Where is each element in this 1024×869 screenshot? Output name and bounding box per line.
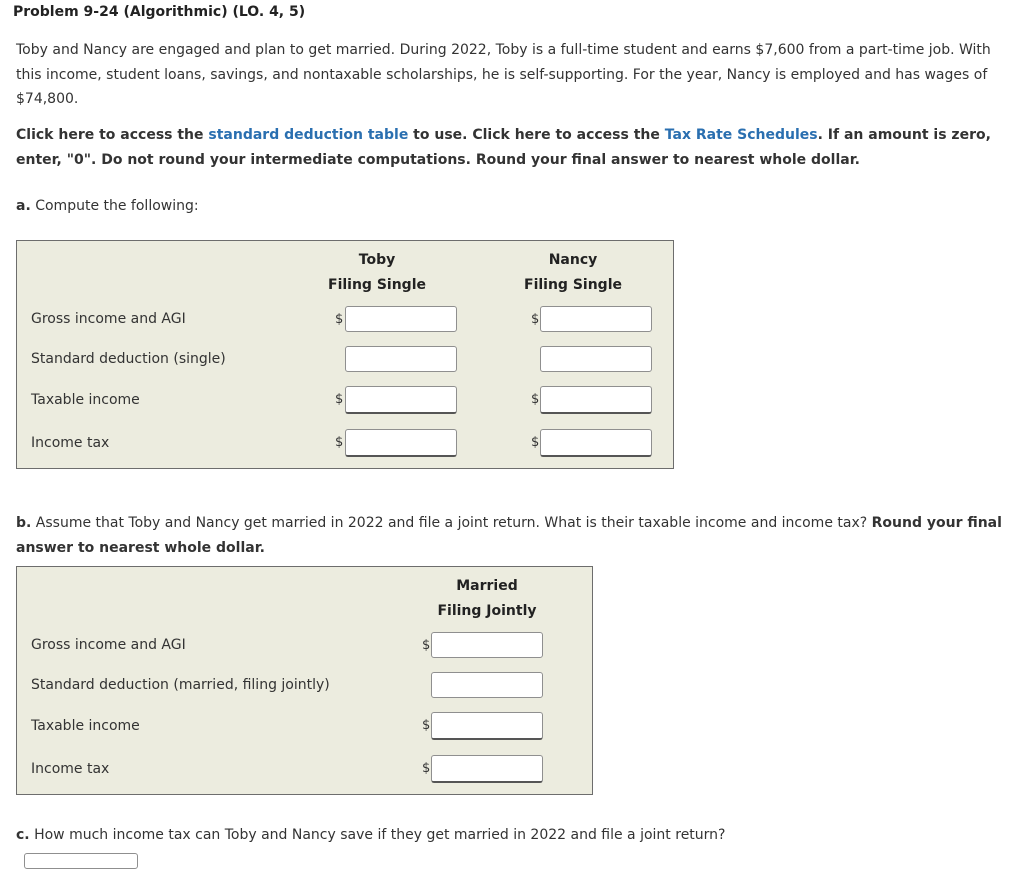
- part-c-text: How much income tax can Toby and Nancy save if they get married in 2022 and file a joint return?: [34, 827, 726, 843]
- instructions: [16, 123, 1006, 173]
- part-a-prompt: [16, 198, 199, 214]
- joint-gross-income-input[interactable]: [431, 632, 543, 658]
- nancy-header-line2: Filing Single: [524, 277, 622, 293]
- dollar-sign: $: [531, 392, 540, 407]
- row-label-standard-deduction: Standard deduction (single): [31, 351, 226, 367]
- part-a-text: Compute the following:: [35, 198, 199, 214]
- joint-standard-deduction-input[interactable]: [431, 672, 543, 698]
- toby-column-header: [307, 248, 447, 298]
- instructions-text-3: . If an amount is zero, enter, "0". Do not round your intermediate computations. Round your final answer to nearest whole dollar.: [16, 127, 991, 168]
- row-label-gross-income: Gross income and AGI: [31, 311, 186, 327]
- toby-taxable-income-input[interactable]: [345, 386, 457, 414]
- joint-income-tax-input[interactable]: [431, 755, 543, 783]
- row-label-taxable-income: Taxable income: [31, 718, 140, 734]
- nancy-column-header: [503, 248, 643, 298]
- married-header-line1: Married: [456, 578, 518, 594]
- row-label-income-tax: Income tax: [31, 435, 110, 451]
- toby-gross-income-input[interactable]: [345, 306, 457, 332]
- row-label-taxable-income: Taxable income: [31, 392, 140, 408]
- part-b-table: [16, 566, 593, 795]
- row-label-gross-income: Gross income and AGI: [31, 637, 186, 653]
- toby-income-tax-input[interactable]: [345, 429, 457, 457]
- tax-rate-schedules-link[interactable]: Tax Rate Schedules: [664, 127, 818, 143]
- toby-standard-deduction-input[interactable]: [345, 346, 457, 372]
- dollar-sign: $: [531, 312, 540, 327]
- dollar-sign: $: [531, 435, 540, 450]
- standard-deduction-table-link[interactable]: standard deduction table: [208, 127, 409, 143]
- instructions-text-2: to use. Click here to access the: [408, 127, 665, 143]
- dollar-sign: $: [422, 761, 431, 776]
- toby-header-line1: Toby: [358, 252, 396, 268]
- part-c-label: c.: [16, 827, 30, 843]
- part-b-bold-text: Round your final answer to nearest whole dollar.: [16, 515, 1002, 556]
- nancy-income-tax-input[interactable]: [540, 429, 652, 457]
- dollar-sign: $: [335, 392, 344, 407]
- toby-header-line2: Filing Single: [328, 277, 426, 293]
- nancy-taxable-income-input[interactable]: [540, 386, 652, 414]
- nancy-standard-deduction-input[interactable]: [540, 346, 652, 372]
- dollar-sign: $: [335, 435, 344, 450]
- row-label-income-tax: Income tax: [31, 761, 110, 777]
- dollar-sign: $: [422, 638, 431, 653]
- instructions-text-1: Click here to access the: [16, 127, 209, 143]
- married-jointly-column-header: [417, 574, 557, 624]
- nancy-header-line1: Nancy: [548, 252, 598, 268]
- nancy-gross-income-input[interactable]: [540, 306, 652, 332]
- part-a-table: [16, 240, 674, 469]
- problem-intro: Toby and Nancy are engaged and plan to get married. During 2022, Toby is a full-time student and earns $7,600 from a part-time job. With this income, student loans, savings, and nontaxable scholarships, he is self-supporting. For the year, Nancy is employed and has wages of $74,800.: [16, 42, 991, 107]
- problem-title: Problem 9-24 (Algorithmic) (LO. 4, 5): [13, 4, 306, 20]
- part-b-label: b.: [16, 515, 32, 531]
- part-c-prompt: [16, 827, 725, 843]
- row-label-standard-deduction-joint: Standard deduction (married, filing jointly): [31, 677, 330, 693]
- dollar-sign: $: [335, 312, 344, 327]
- part-b-prompt: [16, 511, 1006, 561]
- part-b-text: Assume that Toby and Nancy get married in 2022 and file a joint return. What is their taxable income and income tax?: [35, 515, 872, 531]
- tax-savings-input[interactable]: [24, 853, 138, 869]
- part-a-label: a.: [16, 198, 31, 214]
- dollar-sign: $: [422, 718, 431, 733]
- joint-taxable-income-input[interactable]: [431, 712, 543, 740]
- married-header-line2: Filing Jointly: [437, 603, 537, 619]
